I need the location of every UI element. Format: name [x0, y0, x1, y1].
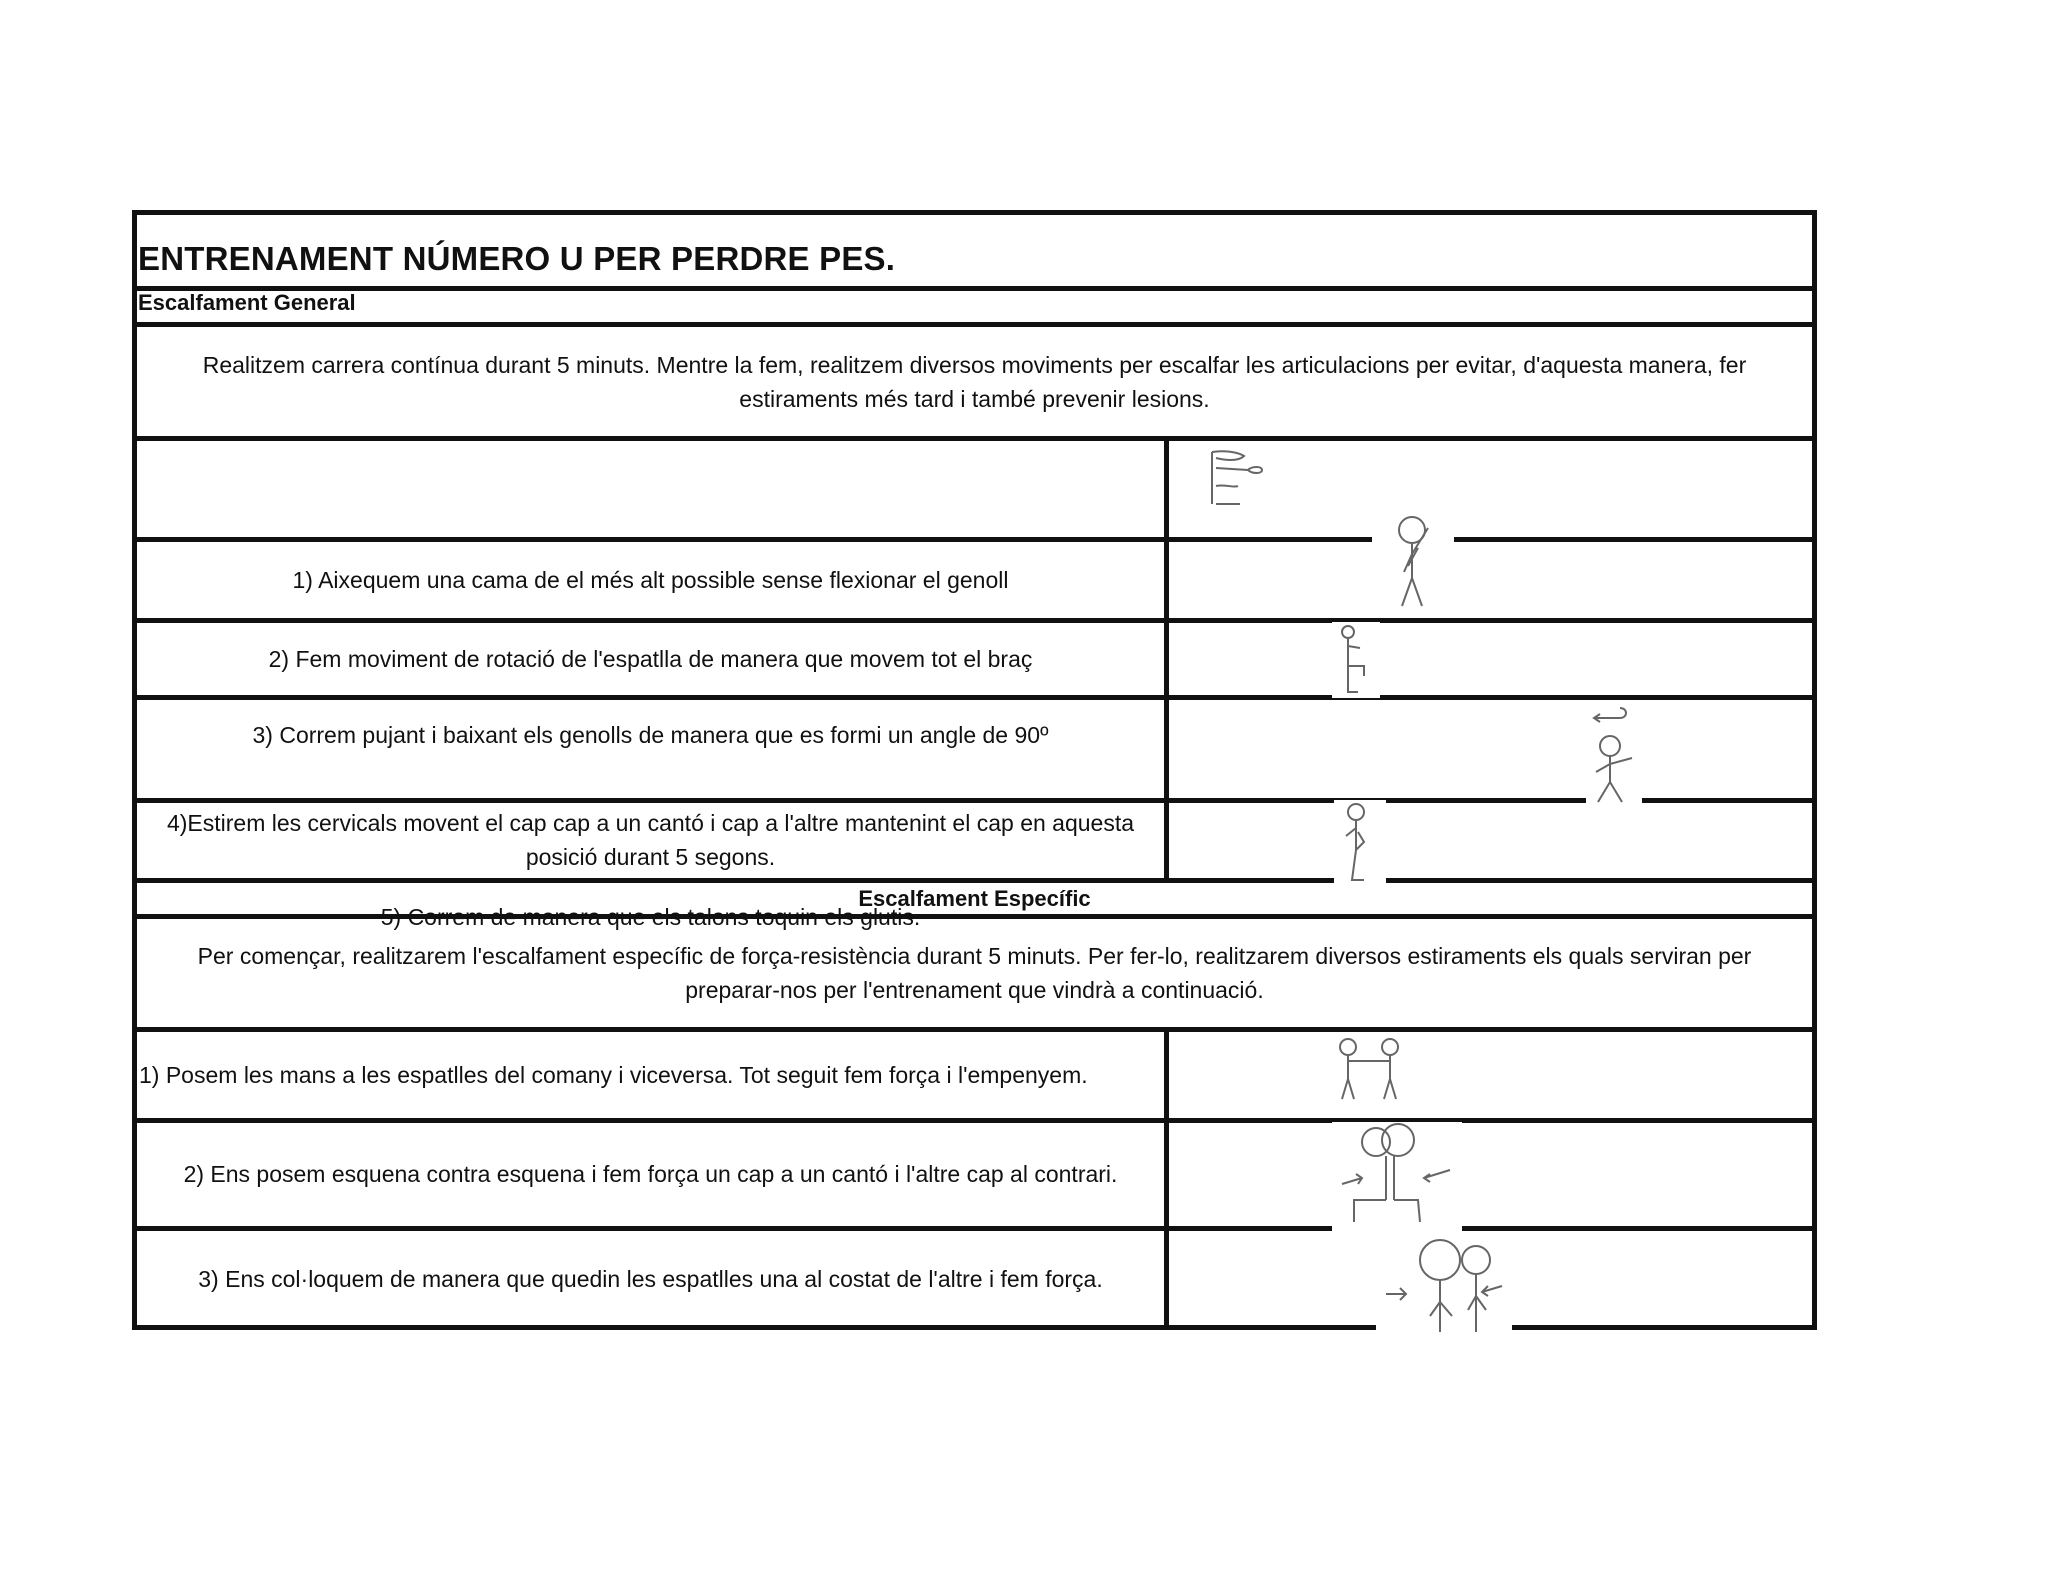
general-exercise-4: 4)Estirem les cervicals movent el cap cap a un cantó i cap a l'altre mantenint el cap en aquesta posició durant 5 segons. — [166, 810, 1135, 870]
worksheet-table — [132, 210, 1817, 1330]
specific-exercise-3: 3) Ens col·loquem de manera que quedin les espatlles una al costat de l'altre i fem força. — [198, 1265, 1103, 1292]
rule — [132, 436, 1817, 441]
leg-raise-icon — [1204, 448, 1266, 510]
general-exercise-5: 5) Correm de manera que els talons toquin els glutis. — [380, 904, 921, 930]
heel-kick-icon — [1334, 800, 1386, 888]
general-warmup-intro: Realitzem carrera contínua durant 5 minuts. Mentre la fem, realitzem diversos moviments per escalfar les articulacions per evitar, d'aquesta manera, fer estiraments més tard i també prevenir lesions. — [202, 351, 1747, 412]
knee-raise-icon — [1332, 622, 1380, 698]
rule — [1164, 436, 1169, 880]
rule — [1812, 210, 1817, 1330]
specific-warmup-heading: Escalfament Específic — [858, 886, 1091, 911]
partner-push-icon — [1332, 1033, 1410, 1103]
specific-exercise-2: 2) Ens posem esquena contra esquena i fem força un cap a un cantó i l'altre cap al contrari. — [183, 1161, 1118, 1187]
rule — [1164, 1027, 1169, 1330]
general-warmup-heading: Escalfament General — [138, 290, 356, 315]
rule — [132, 210, 1817, 215]
rule — [132, 286, 1817, 291]
arm-rotation-icon — [1372, 514, 1454, 614]
general-exercise-3: 3) Correm pujant i baixant els genolls de manera que es formi un angle de 90º — [252, 721, 1049, 748]
general-exercise-1: 1) Aixequem una cama de el més alt possible sense flexionar el genoll — [292, 566, 1009, 593]
general-exercise-2: 2) Fem moviment de rotació de l'espatlla de manera que movem tot el braç — [268, 645, 1033, 672]
page-title: ENTRENAMENT NÚMERO U PER PERDRE PES. — [138, 240, 896, 277]
shoulder-push-icon — [1376, 1232, 1512, 1336]
specific-warmup-intro: Per començar, realitzarem l'escalfament específic de força-resistència durant 5 minuts. Per fer-lo, realitzarem diversos estiraments els quals serviran per preparar-nos per l'entrenament que vindrà a continuació. — [197, 943, 1752, 1003]
back-to-back-icon — [1332, 1122, 1462, 1234]
neck-stretch-icon — [1586, 700, 1642, 810]
specific-exercise-1: 1) Posem les mans a les espatlles del comany i viceversa. Tot seguit fem força i l'empenyem. — [139, 1062, 1088, 1088]
